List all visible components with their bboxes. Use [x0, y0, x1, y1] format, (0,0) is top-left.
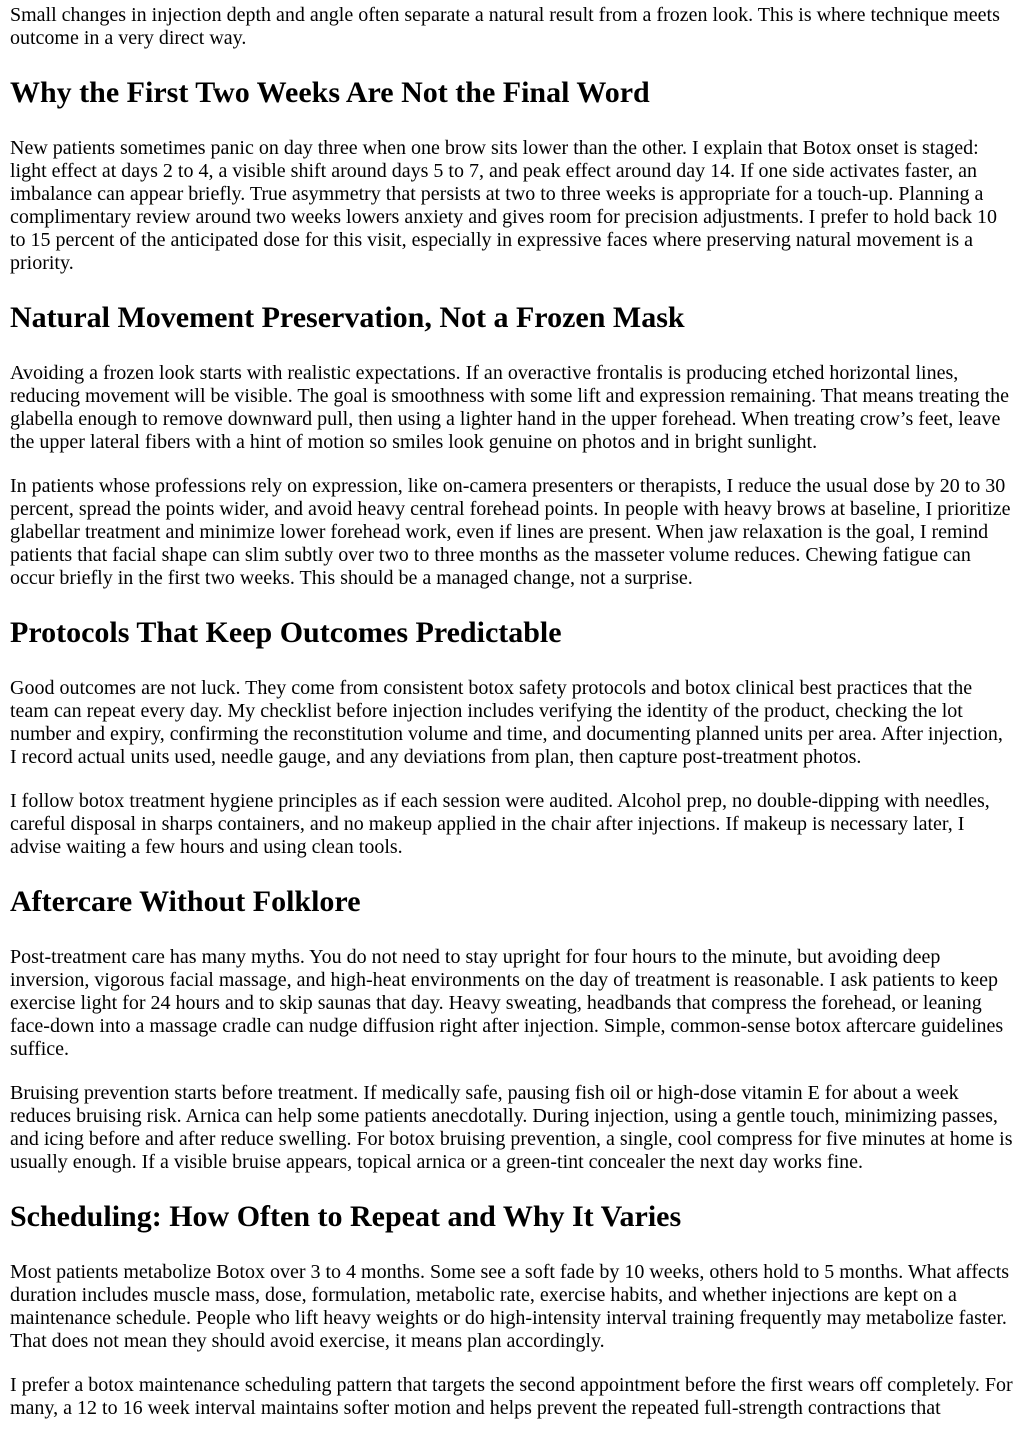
paragraph-safety-checklist: Good outcomes are not luck. They come from consistent botox safety protocols and botox clinical best practices that the team can repeat every day. My checklist before injection includes verifying the identity of the product, checking the lot number and expiry, confirming the reconstitution volume and time, and documenting planned units per area. After injection, I record actual units used, needle gauge, and any deviations from plan, then capture post-treatment photos.	[10, 677, 1003, 768]
section-heading-aftercare: Aftercare Without Folklore	[10, 885, 361, 918]
paragraph-metabolism-duration: Most patients metabolize Botox over 3 to 4 months. Some see a soft fade by 10 weeks, others hold to 5 months. What affects duration includes muscle mass, dose, formulation, metabolic rate, exercise habits, and whether injections are kept on a maintenance schedule. People who lift heavy weights or do high-intensity interval training frequently may metabolize faster. That does not mean they should avoid exercise, it means plan accordingly.	[10, 1261, 1010, 1352]
paragraph-expressive-professions: In patients whose professions rely on expression, like on-camera presenters or therapists, I reduce the usual dose by 20 to 30 percent, spread the points wider, and avoid heavy central forehead points. In people with heavy brows at baseline, I prioritize glabellar treatment and minimize lower forehead work, even if lines are present. When jaw relaxation is the goal, I remind patients that facial shape can slim subtly over two to three months as the masseter volume reduces. Chewing fatigue can occur briefly in the first two weeks. This should be a managed change, not a surprise.	[10, 475, 1011, 589]
paragraph-aftercare-myths: Post-treatment care has many myths. You do not need to stay upright for four hours to the minute, but avoiding deep inversion, vigorous facial massage, and high-heat environments on the day of treatment is reasonable. I ask patients to keep exercise light for 24 hours and to skip saunas that day. Heavy sweating, headbands that compress the forehead, or leaning face-down into a massage cradle can nudge diffusion right after injection. Simple, common-sense botox aftercare guidelines suffice.	[10, 946, 1004, 1060]
section-heading-protocols: Protocols That Keep Outcomes Predictable	[10, 616, 562, 649]
section-heading-first-two-weeks: Why the First Two Weeks Are Not the Final Word	[10, 76, 650, 109]
section-heading-natural-movement: Natural Movement Preservation, Not a Frozen Mask	[10, 301, 685, 334]
paragraph-maintenance-scheduling: I prefer a botox maintenance scheduling pattern that targets the second appointment before the first wears off completely. For many, a 12 to 16 week interval maintains softer motion and helps prevent the repeated full-strength contractions that	[10, 1374, 1013, 1419]
paragraph-onset-timeline: New patients sometimes panic on day three when one brow sits lower than the other. I explain that Botox onset is staged: light effect at days 2 to 4, a visible shift around days 5 to 7, and peak effect around day 14. If one side activates faster, an imbalance can appear briefly. True asymmetry that persists at two to three weeks is appropriate for a touch-up. Planning a complimentary review around two weeks lowers anxiety and gives room for precision adjustments. I prefer to hold back 10 to 15 percent of the anticipated dose for this visit, especially in expressive faces where preserving natural movement is a priority.	[10, 137, 997, 274]
paragraph-bruising-prevention: Bruising prevention starts before treatment. If medically safe, pausing fish oil or high-dose vitamin E for about a week reduces bruising risk. Arnica can help some patients anecdotally. During injection, using a gentle touch, minimizing passes, and icing before and after reduce swelling. For botox bruising prevention, a single, cool compress for five minutes at home is usually enough. If a visible bruise appears, topical arnica or a green-tint concealer the next day works fine.	[10, 1082, 1013, 1173]
paragraph-frozen-look-expectations: Avoiding a frozen look starts with realistic expectations. If an overactive frontalis is producing etched horizontal lines, reducing movement will be visible. The goal is smoothness with some lift and expression remaining. That means treating the glabella enough to remove downward pull, then using a lighter hand in the upper forehead. When treating crow’s feet, leave the upper lateral fibers with a hint of motion so smiles look genuine on photos and in bright sunlight.	[10, 362, 1010, 453]
intro-paragraph: Small changes in injection depth and angle often separate a natural result from a frozen look. This is where technique meets outcome in a very direct way.	[10, 4, 1000, 49]
section-heading-scheduling: Scheduling: How Often to Repeat and Why It Varies	[10, 1200, 682, 1233]
paragraph-hygiene-principles: I follow botox treatment hygiene principles as if each session were audited. Alcohol prep, no double-dipping with needles, careful disposal in sharps containers, and no makeup applied in the chair after injections. If makeup is necessary later, I advise waiting a few hours and using clean tools.	[10, 790, 990, 858]
